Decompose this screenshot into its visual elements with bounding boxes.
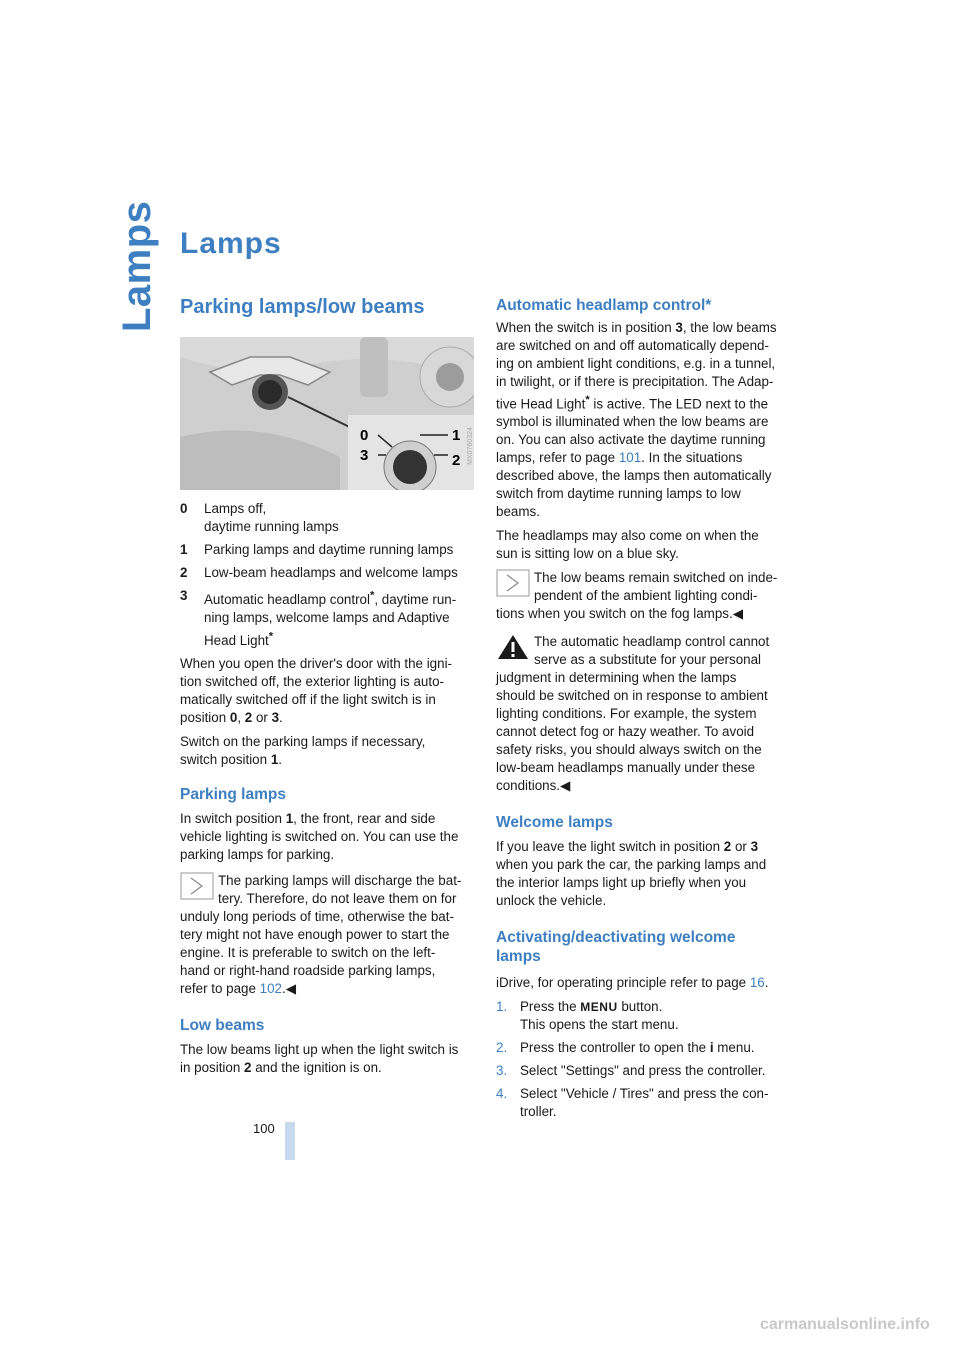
parking-lamps-paragraph: In switch position 1, the front, rear and side vehicle lighting is switched on. You can use the parking lamps for parking. bbox=[180, 810, 459, 862]
list-item: 1. Press the MENU button. This opens the start menu. bbox=[496, 999, 679, 1033]
warning-icon bbox=[496, 633, 530, 661]
sun-paragraph: The headlamps may also come on when the sun is sitting low on a blue sky. bbox=[496, 528, 759, 562]
fog-lamps-note: The low beams remain switched on inde- pendent of the ambient lighting condi- tions when you switch on the fog lamps.◀ bbox=[496, 570, 778, 622]
side-tab bbox=[115, 200, 159, 332]
list-item: 4. Select "Vehicle / Tires" and press the con- troller. bbox=[496, 1086, 769, 1120]
list-item: 3. Select "Settings" and press the controller. bbox=[496, 1063, 766, 1079]
list-item: 2 Low-beam headlamps and welcome lamps bbox=[180, 565, 458, 580]
list-item: 0 Lamps off, daytime running lamps bbox=[180, 501, 339, 534]
list-item: 2. Press the controller to open the i menu. bbox=[496, 1040, 755, 1056]
page-bar bbox=[285, 1122, 295, 1160]
side-tab-label: Lamps bbox=[115, 200, 159, 332]
door-paragraph: When you open the driver's door with the igni- tion switched off, the exterior lighting is auto- matically switched off if the light switch is in position 0, 2 or 3. bbox=[180, 655, 453, 725]
note-icon bbox=[180, 872, 214, 900]
safety-warning: The automatic headlamp control cannot serve as a substitute for your personal judgment in determining when the lamps should be switched on in response to ambient lighting conditions. For example, the system cannot detect fog or hazy weather. To avoid safety risks, you should always switch on the low-beam headlamps manually under these conditions.◀ bbox=[496, 634, 770, 794]
welcome-lamps-paragraph: If you leave the light switch in position 2 or 3 when you park the car, the parking lamps and the interior lamps light up briefly when you unlock the vehicle. bbox=[496, 839, 767, 909]
figure-code: MX0760324 bbox=[467, 427, 474, 465]
page-link-16[interactable]: 16 bbox=[749, 975, 765, 991]
watermark: carmanualsonline.info bbox=[760, 1316, 930, 1333]
list-item: 3 Automatic headlamp control*, daytime run- ning lamps, welcome lamps and Adaptive Head Light* bbox=[180, 588, 457, 648]
page-link-101[interactable]: 101 bbox=[618, 450, 642, 466]
steps-list bbox=[496, 998, 790, 1121]
auto-headlamp-paragraph: When the switch is in position 3, the low beams are switched on and off automatically depend- ing on ambient light conditions, e.g. in a tunnel, in twilight, or if there is precipitation. The Adap- tive Head Light* is active. The LED next to the symbol is illuminated when the low beams are on. You can also activate the daytime running lamps, refer to page 101. In the situations described above, the lamps then automatically switch from daytime running lamps to low beams. bbox=[496, 320, 777, 520]
parking-lamps-title: Parking lamps bbox=[180, 785, 286, 803]
light-switch-figure bbox=[180, 337, 474, 490]
figure-label-1: 1 bbox=[452, 427, 461, 444]
figure-label-3: 3 bbox=[360, 447, 369, 464]
page-title: Lamps bbox=[180, 227, 282, 260]
switch-paragraph: Switch on the parking lamps if necessary, switch position 1. bbox=[180, 733, 426, 767]
positions-list-block bbox=[180, 500, 472, 1077]
info-icon: i bbox=[709, 1040, 714, 1056]
note-icon bbox=[496, 569, 530, 597]
light-switch-illustration bbox=[180, 337, 474, 490]
list-item: 1 Parking lamps and daytime running lamps bbox=[180, 542, 454, 557]
auto-headlamp-title: Automatic headlamp control* bbox=[496, 297, 712, 314]
section-title-parking-low-beams: Parking lamps/low beams bbox=[180, 296, 425, 318]
idrive-paragraph: iDrive, for operating principle refer to page 16. bbox=[496, 975, 769, 991]
parking-lamps-note: The parking lamps will discharge the bat- tery. Therefore, do not leave them on for unduly long periods of time, otherwise the bat- tery might not have enough power to start the engine. It is preferable to switch on the left- hand or right-hand roadside parking lamps, refer to page 102.◀ bbox=[180, 872, 462, 996]
page-link-102[interactable]: 102 bbox=[259, 980, 282, 996]
positions-list bbox=[180, 500, 472, 650]
activating-title: Activating/deactivating welcome lamps bbox=[496, 929, 736, 966]
low-beams-paragraph: The low beams light up when the light switch is in position 2 and the ignition is on. bbox=[180, 1041, 459, 1075]
figure-label-0: 0 bbox=[360, 427, 369, 444]
right-column bbox=[496, 296, 790, 1126]
low-beams-title: Low beams bbox=[180, 1016, 265, 1034]
welcome-lamps-title: Welcome lamps bbox=[496, 814, 613, 832]
figure-label-2: 2 bbox=[452, 452, 461, 469]
page-number: 100 bbox=[253, 1121, 275, 1136]
menu-button-icon: MENU bbox=[580, 1000, 618, 1015]
